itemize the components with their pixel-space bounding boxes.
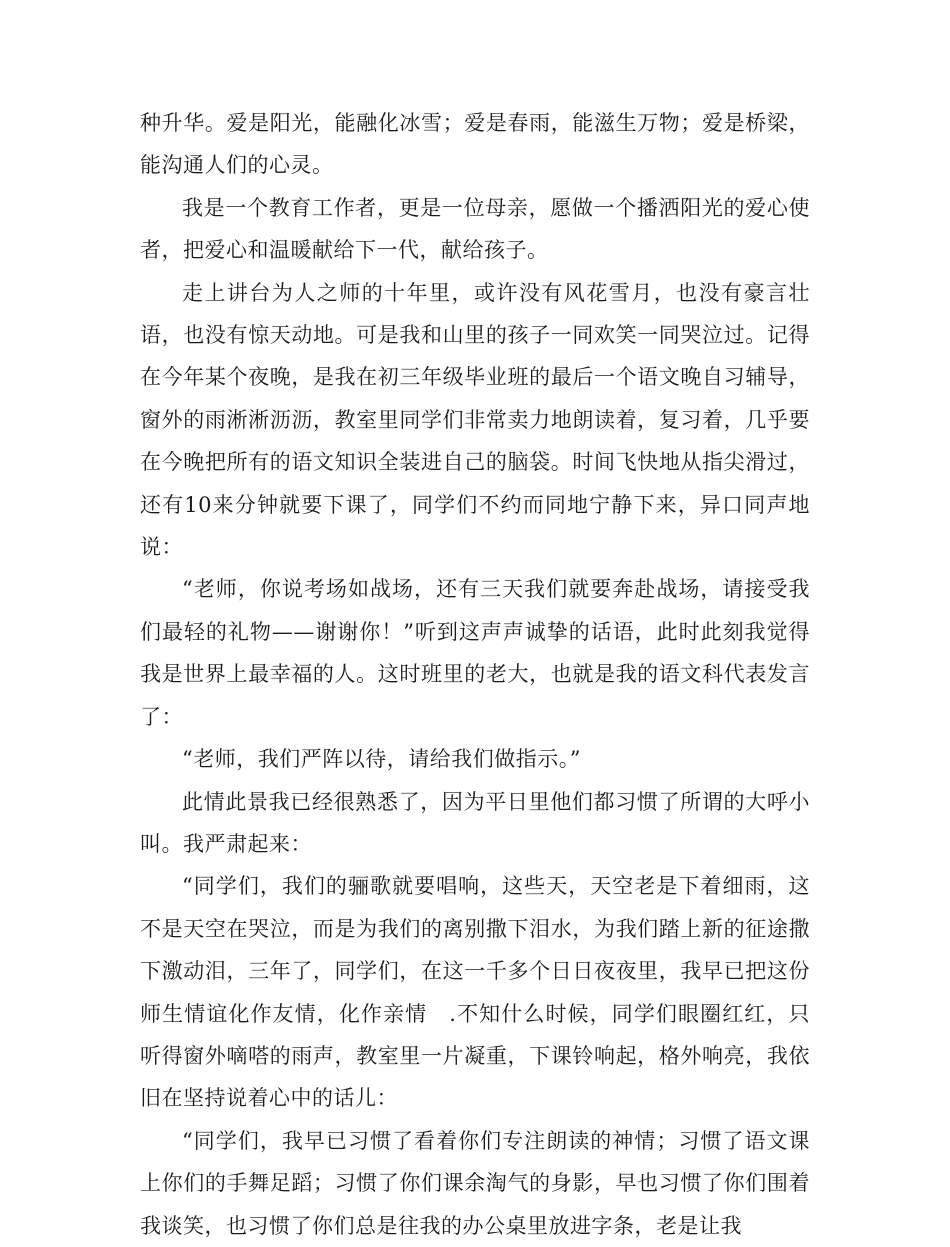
paragraph: “同学们，我们的骊歌就要唱响，这些天，天空老是下着细雨，这不是天空在哭泣，而是为我们的离别撒下泪水，为我们踏上新的征途撒下激动泪，三年了，同学们，在这一千多个日日夜夜里，我早已把这份师生情谊化作友情，化作亲情 .不知什么时候，同学们眼圈红红，只听得窗外嘀嗒的雨声，教室里一片凝重，下课铃响起，格外响亮，我依旧在坚持说着心中的话儿： [140,874,810,1111]
paragraph: 此情此景我已经很熟悉了，因为平日里他们都习惯了所谓的大呼小叫。我严肃起来： [140,789,810,856]
paragraph: 走上讲台为人之师的十年里，或许没有风花雪月，也没有豪言壮语，也没有惊天动地。可是我和山里的孩子一同欢笑一同哭泣过。记得在今年某个夜晚，是我在初三年级毕业班的最后一个语文晚自习辅导，窗外的雨淅淅沥沥，教室里同学们非常卖力地朗读着，复习着，几乎要在今晚把所有的语文知识全装进自己的脑袋。时间飞快地从指尖滑过，还有10来分钟就要下课了，同学们不约而同地宁静下来，异口同声地说： [140,280,810,560]
paragraph: 我是一个教育工作者，更是一位母亲，愿做一个播洒阳光的爱心使者，把爱心和温暖献给下一代，献给孩子。 [140,195,810,263]
paragraph: “老师，我们严阵以待，请给我们做指示。” [182,747,581,772]
document-body [140,102,810,1247]
paragraph: 种升华。爱是阳光，能融化冰雪；爱是春雨，能滋生万物；爱是桥梁，能沟通人们的心灵。 [140,111,810,178]
paragraph: “老师，你说考场如战场，还有三天我们就要奔赴战场，请接受我们最轻的礼物——谢谢你！”听到这声声诚挚的话语，此时此刻我觉得我是世界上最幸福的人。这时班里的老大，也就是我的语文科代表发言了： [140,577,810,729]
paragraph: “同学们，我早已习惯了看着你们专注朗读的神情；习惯了语文课上你们的手舞足蹈；习惯了你们课余淘气的身影，早也习惯了你们围着我谈笑，也习惯了你们总是往我的办公桌里放进字条，老是让我 [140,1128,810,1238]
